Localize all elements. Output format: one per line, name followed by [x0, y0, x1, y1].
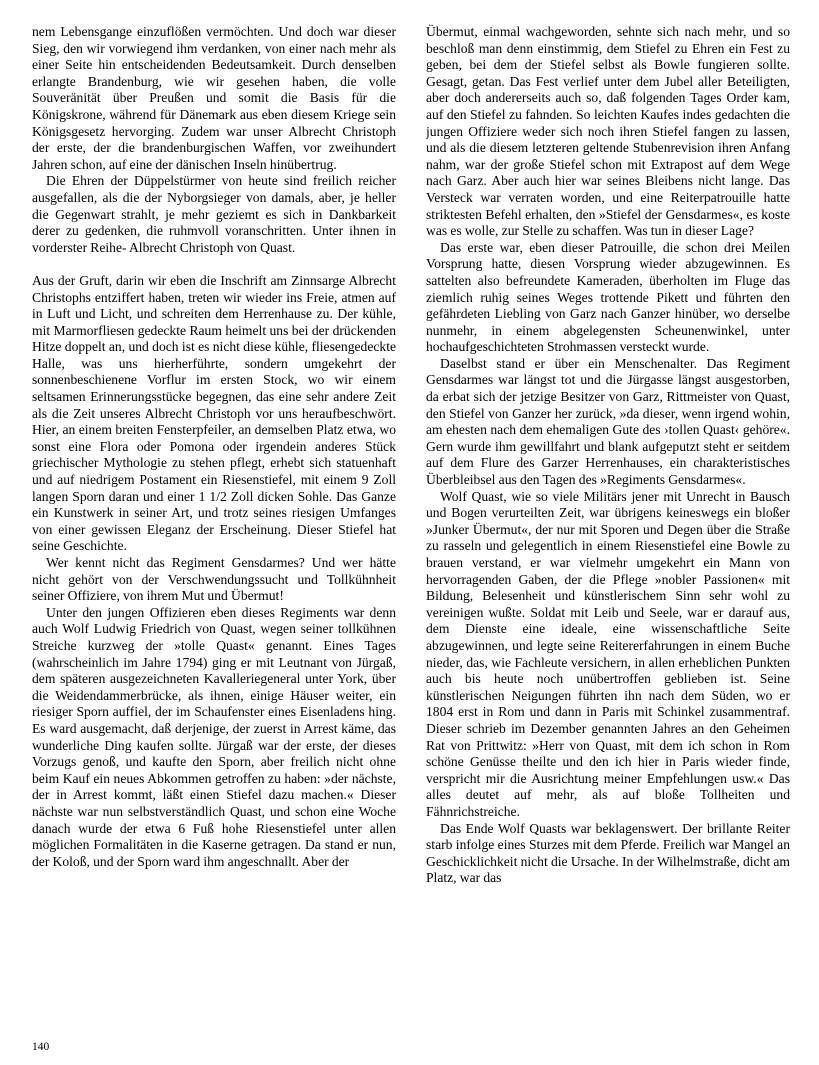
- paragraph: Übermut, einmal wachgeworden, sehnte sich nach mehr, und so beschloß man denn einstimmig, dem Stiefel zu Ehren ein Fest zu geben, bei dem der Stiefel selbst als Bowle fungieren sollte. Gesagt, getan. Das Fest verlief unter dem Jubel aller Beteiligten, aber doch andererseits auch so, daß folgenden Tages Order kam, auf den Stiefel zu fahnden. So leichten Kaufes indes gedachten die jungen Offiziere weder sich noch ihren Stiefel fangen zu lassen, und als die diesem letzteren geltende Stubenrevision ihren Anfang nahm, war der große Stiefel schon mit Extrapost auf dem Wege nach Garz. Aber auch hier war seines Bleibens nicht lange. Das Versteck war verraten worden, und eine Reiterpatrouille hatte striktesten Befehl erhalten, den »Stiefel der Gensdarmes«, es koste was es wolle, zur Stelle zu schaffen. Was tun in dieser Lage?: [426, 24, 790, 239]
- column-right: [426, 24, 790, 1036]
- paragraph: Die Ehren der Düppelstürmer von heute sind freilich reicher ausgefallen, als die der Nyborgsieger von damals, aber, je heller die Gegenwart strahlt, je mehr geziemt es sich in Dankbarkeit derer zu gedenken, die ruhmvoll voranschritten. Unter ihnen in vorderster Reihe- Albrecht Christoph von Quast.: [32, 173, 396, 255]
- paragraph: Aus der Gruft, darin wir eben die Inschrift am Zinnsarge Albrecht Christophs entziffert haben, treten wir wieder ins Freie, atmen auf in Luft und Licht, und schreiten dem Herrenhause zu. Der kühle, mit Marmorfliesen gedeckte Raum heimelt uns bei der drückenden Hitze doppelt an, und doch ist es nicht diese kühle, fliesengedeckte Halle, was uns hierherführte, sondern umgekehrt der sonnenbeschienene Vorflur im ersten Stock, wo wir einem seltsamen Erinnerungsstücke begegnen, das eine sehr andere Zeit als die Zeit unseres Albrecht Christoph vor uns heraufbeschwört. Hier, an einem breiten Fensterpfeiler, an demselben Platz etwa, wo sonst eine Flora oder Pomona oder irgendein anderes Stück griechischer Mythologie zu stehen pflegt, erhebt sich statuenhaft und auf niedrigem Postament ein Riesenstiefel, mit einem 9 Zoll langen Sporn daran und einer 1 1/2 Zoll dicken Sohle. Das Ganze ein Kunstwerk in seiner Art, und trotz seines riesigen Umfanges von einer gewissen Eleganz der Erscheinung. Dieser Stiefel hat seine Geschichte.: [32, 272, 396, 554]
- column-left: [32, 24, 396, 1036]
- paragraph: nem Lebensgange einzuflößen vermöchten. Und doch war dieser Sieg, den wir vorwiegend ihm verdanken, von einer nach mehr als einer Seite hin entscheidenden Bedeutsamkeit. Durch denselben erlangte Brandenburg, wie wir gesehen haben, die volle Souveränität über Preußen und somit die Basis für die Königskrone, während für Dänemark aus eben diesem Kriege sein Königsgesetz hervorging. Zudem war unser Albrecht Christoph der erste, der die brandenburgischen Waffen, vor zweihundert Jahren schon, auf eine der dänischen Inseln hinübertrug.: [32, 24, 396, 172]
- paragraph: Wer kennt nicht das Regiment Gensdarmes? Und wer hätte nicht gehört von der Verschwendungssucht und Tollkühnheit seiner Offiziere, von ihrem Mut und Übermut!: [32, 555, 396, 604]
- page-number: 140: [32, 1041, 50, 1053]
- text-columns: [32, 24, 790, 1036]
- paragraph: Das Ende Wolf Quasts war beklagenswert. Der brillante Reiter starb infolge eines Sturzes mit dem Pferde. Freilich war Mangel an Geschicklichkeit nicht die Ursache. In der Wilhelmstraße, dicht am Platz, war das: [426, 820, 790, 886]
- paragraph: Das erste war, eben dieser Patrouille, die schon drei Meilen Vorsprung hatte, diesen Vorsprung wieder abzugewinnen. Es sattelten also befreundete Kameraden, überholten im Fluge das ziemlich ruhig seines Weges trottende Pikett und führten den gefährdeten Liebling von Garz nach Ganzer hinüber, wo derselbe nunmehr, in einem abgelegensten Scheunenwinkel, unter hochaufgeschichteten Strohmassen versteckt wurde.: [426, 239, 790, 355]
- paragraph: Wolf Quast, wie so viele Militärs jener mit Unrecht in Bausch und Bogen verurteilten Zeit, war übrigens keineswegs ein bloßer »Junker Übermut«, der nur mit Sporen und Degen über die Straße zu rasseln und gelegentlich in einem Riesenstiefel eine Bowle zu brauen verstand, er war vielmehr umgekehrt ein Mann von hervorragenden Gaben, der die Pflege »nobler Passionen« mit Bildung, Belesenheit und künstlerischem Sinn sehr wohl zu vereinigen wußte. Soldat mit Leib und Seele, war er darauf aus, dem Dienste eine ideale, eine wissenschaftliche Seite abzugewinnen, und legte seine Reitererfahrungen in einem Buche nieder, das, wie Fachleute versichern, in allen erheblichen Punkten auch bis heute noch unübertroffen geblieben ist. Seine künstlerischen Neigungen führten ihn nach dem Süden, wo er 1804 erst in Rom und dann in Paris mit Schinkel zusammentraf. Dieser schrieb im Dezember genannten Jahres an den Geheimen Rat von Prittwitz: »Herr von Quast, mit dem ich schon in Rom schöne Genüsse theilte und den ich hier in Paris wieder finde, verspricht mir die Ausrichtung meiner Empfehlungen usw.« Das alles deutet auf mehr, als auf bloße Tollheiten und Fähnrichstreiche.: [426, 488, 790, 819]
- paragraph: Unter den jungen Offizieren eben dieses Regiments war denn auch Wolf Ludwig Friedrich von Quast, wegen seiner tollkühnen Streiche kurzweg der »tolle Quast« genannt. Eines Tages (wahrscheinlich im Jahre 1794) ging er mit Leutnant von Jürgaß, dem späteren ausgezeichneten Kavalleriegeneral unter York, über die Weidendammerbrücke, als ihnen, einige Häuser weiter, ein riesiger Sporn auffiel, der im Schaufenster eines Eisenladens hing. Es ward ausgemacht, daß derjenige, der zuerst in Arrest käme, das wunderliche Ding kaufen sollte. Jürgaß war der erste, der dieses Vorzugs genoß, und kaufte den Sporn, aber freilich nicht ohne beim Kauf ein neues Abkommen getroffen zu haben: »der nächste, der in Arrest kommt, läßt einen Stiefel dazu machen.« Dieser nächste war nun selbstverständlich Quast, und schon eine Woche danach wurde der etwa 6 Fuß hohe Riesenstiefel unter allen möglichen Formalitäten in die Kaserne getragen. Da stand er nun, der Koloß, und der Sporn ward ihm angeschnallt. Aber der: [32, 604, 396, 869]
- paragraph: Daselbst stand er über ein Menschenalter. Das Regiment Gensdarmes war längst tot und die Jürgasse längst ausgestorben, da erbat sich der jetzige Besitzer von Garz, Rittmeister von Quast, den Stiefel von Ganzer her zurück, »da dieser, wenn irgend wohin, am ehesten nach dem ehemaligen Gute des ›tollen Quast‹ gehöre«. Gern wurde ihm gewillfahrt und blank aufgeputzt steht er seitdem auf dem Flure des Garzer Herrenhauses, ein charakteristisches Überbleibsel aus den Tagen des »Regiments Gensdarmes«.: [426, 355, 790, 488]
